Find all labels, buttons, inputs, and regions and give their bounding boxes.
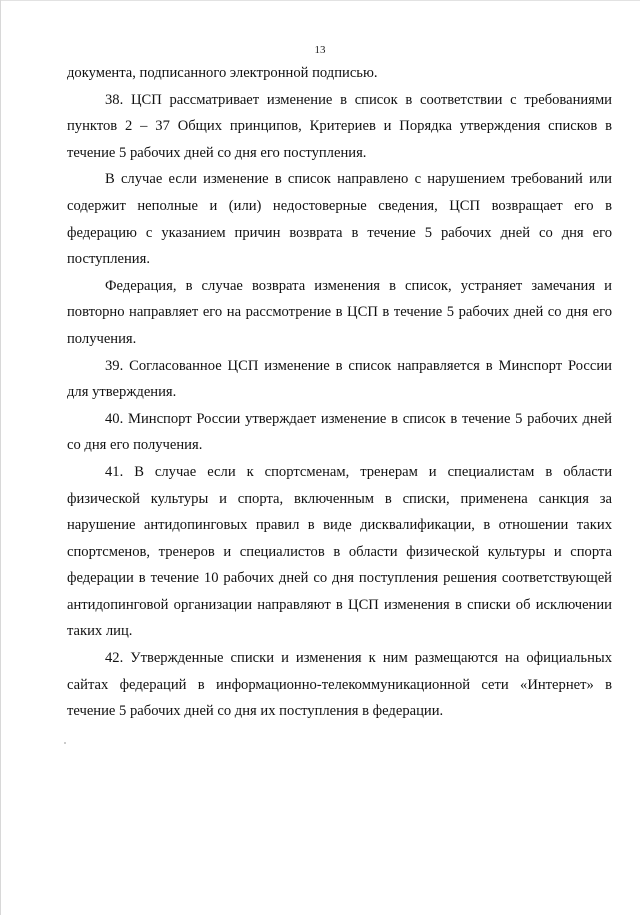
page-number: 13 [314, 44, 326, 56]
paragraph-continuation: документа, подписанного электронной подписью. [67, 65, 378, 81]
paragraph-39: 39. Согласованное ЦСП изменение в список направляется в Минспорт России для утверждения. [67, 357, 612, 401]
paragraph-38-resubmit: Федерация, в случае возврата изменения в список, устраняет замечания и повторно направляет его на рассмотрение в ЦСП в течение 5 рабочих дней со дня его получения. [67, 277, 612, 347]
paragraph-42: 42. Утвержденные списки и изменения к ним размещаются на официальных сайтах федераций в информационно-телекоммуникационной сети «Интернет» в течение 5 рабочих дней со дня их поступления в федерации. [67, 650, 612, 720]
paragraph-41: 41. В случае если к спортсменам, тренерам и специалистам в области физической культуры и спорта, включенным в списки, применена санкция за нарушение антидопинговых правил в виде дисквалификации, в отношении таких спортсменов, тренеров и специалистов в области физической культуры и спорта федерации в течение 10 рабочих дней со дня поступления решения соответствующей антидопинговой организации направляют в ЦСП изменения в списки об исключении таких лиц. [67, 463, 612, 640]
paragraph-38-return: В случае если изменение в список направлено с нарушением требований или содержит неполные и (или) недостоверные сведения, ЦСП возвращает его в федерацию с указанием причин возврата в течение 5 рабочих дней со дня его поступления. [67, 171, 612, 268]
document-body [67, 60, 612, 725]
paragraph-40: 40. Минспорт России утверждает изменение в список в течение 5 рабочих дней со дня его получения. [67, 410, 612, 454]
paragraph-38: 38. ЦСП рассматривает изменение в список в соответствии с требованиями пунктов 2 – 37 Общих принципов, Критериев и Порядка утверждения списков в течение 5 рабочих дней со дня его поступления. [67, 91, 612, 161]
scan-speck [64, 742, 66, 744]
